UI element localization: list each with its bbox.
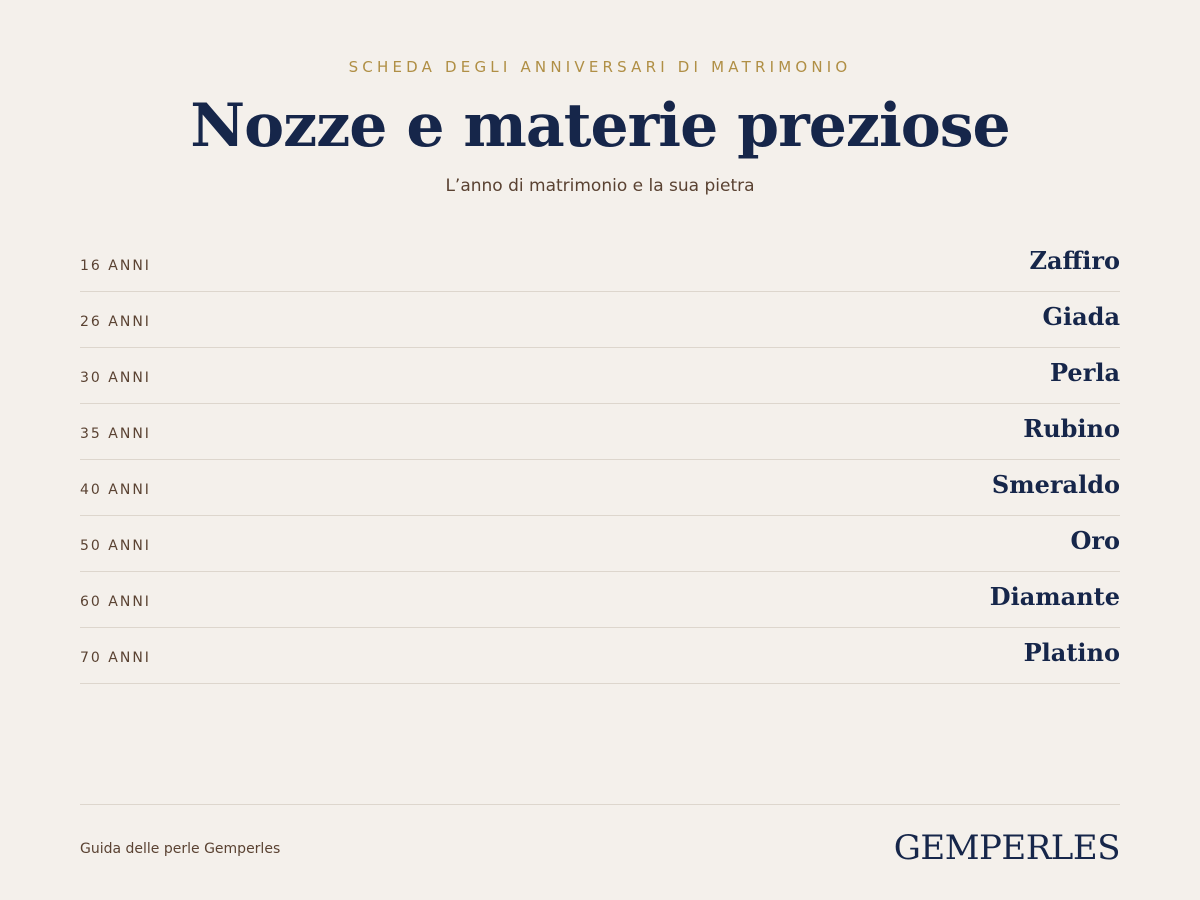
anniversary-years: 70 ANNI xyxy=(80,650,151,666)
anniversary-years: 60 ANNI xyxy=(80,594,151,610)
anniversary-years: 35 ANNI xyxy=(80,426,151,442)
anniversary-material: Oro xyxy=(1070,526,1120,555)
anniversary-material: Diamante xyxy=(989,582,1120,611)
page-subtitle: L’anno di matrimonio e la sua pietra xyxy=(445,176,755,196)
list-item xyxy=(80,516,1120,572)
page-title: Nozze e materie preziose xyxy=(190,91,1010,161)
list-item xyxy=(80,628,1120,684)
anniversary-list xyxy=(80,236,1120,684)
footer-divider xyxy=(80,804,1120,805)
eyebrow-label: SCHEDA DEGLI ANNIVERSARI DI MATRIMONIO xyxy=(348,58,852,76)
anniversary-years: 50 ANNI xyxy=(80,538,151,554)
anniversary-material: Smeraldo xyxy=(991,470,1120,499)
footer-note: Guida delle perle Gemperles xyxy=(80,841,281,857)
list-item xyxy=(80,292,1120,348)
anniversary-years: 26 ANNI xyxy=(80,314,151,330)
list-item xyxy=(80,460,1120,516)
list-item xyxy=(80,404,1120,460)
list-item xyxy=(80,236,1120,292)
anniversary-material: Rubino xyxy=(1023,414,1120,443)
anniversary-material: Giada xyxy=(1042,302,1120,331)
anniversary-years: 30 ANNI xyxy=(80,370,151,386)
anniversary-years: 40 ANNI xyxy=(80,482,151,498)
anniversary-material: Platino xyxy=(1023,638,1120,667)
list-item xyxy=(80,348,1120,404)
brand-logo: GEMPERLES xyxy=(893,828,1120,868)
anniversary-years: 16 ANNI xyxy=(80,258,151,274)
anniversary-material: Perla xyxy=(1050,358,1120,387)
list-item xyxy=(80,572,1120,628)
anniversary-material: Zaffiro xyxy=(1029,246,1120,275)
